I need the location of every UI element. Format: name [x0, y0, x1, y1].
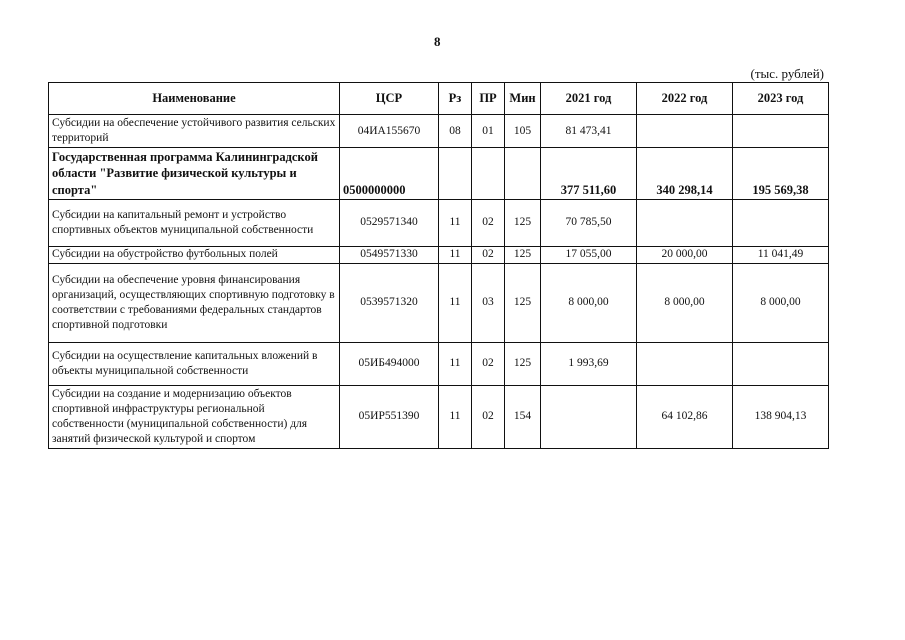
table-row — [49, 246, 829, 263]
row-2021: 17 055,00 — [541, 246, 637, 263]
header-rz: Рз — [439, 83, 472, 115]
table-row — [49, 385, 829, 448]
row-2022: 340 298,14 — [637, 148, 733, 200]
row-csr: 0549571330 — [340, 246, 439, 263]
budget-table — [48, 82, 829, 449]
row-2021: 1 993,69 — [541, 342, 637, 385]
row-pr — [472, 148, 505, 200]
row-csr: 0539571320 — [340, 263, 439, 342]
row-pr: 02 — [472, 246, 505, 263]
row-name: Субсидии на обеспечение уровня финансирования организаций, осуществляющих спортивную подготовку в соответствии с требованиями федеральных стандартов спортивной подготовки — [49, 263, 340, 342]
row-min: 154 — [505, 385, 541, 448]
row-csr: 0500000000 — [340, 148, 439, 200]
row-name: Субсидии на создание и модернизацию объектов спортивной инфраструктуры региональной собственности (муниципальной собственности) для занятий физической культурой и спортом — [49, 385, 340, 448]
header-2022: 2022 год — [637, 83, 733, 115]
row-rz: 11 — [439, 263, 472, 342]
row-2022 — [637, 199, 733, 246]
row-2023: 8 000,00 — [733, 263, 829, 342]
row-rz: 11 — [439, 342, 472, 385]
row-rz: 08 — [439, 115, 472, 148]
row-rz: 11 — [439, 199, 472, 246]
row-name: Государственная программа Калининградской области "Развитие физической культуры и спорта" — [49, 148, 340, 200]
header-2021: 2021 год — [541, 83, 637, 115]
row-rz — [439, 148, 472, 200]
row-pr: 02 — [472, 199, 505, 246]
table-row — [49, 148, 829, 200]
row-2021: 8 000,00 — [541, 263, 637, 342]
row-min: 105 — [505, 115, 541, 148]
row-pr: 02 — [472, 385, 505, 448]
table-row — [49, 199, 829, 246]
row-2021: 70 785,50 — [541, 199, 637, 246]
row-2022: 20 000,00 — [637, 246, 733, 263]
table-row — [49, 342, 829, 385]
row-2023 — [733, 115, 829, 148]
row-rz: 11 — [439, 385, 472, 448]
units-label: (тыс. рублей) — [750, 66, 824, 81]
row-csr: 05ИР551390 — [340, 385, 439, 448]
row-csr: 05ИБ494000 — [340, 342, 439, 385]
table-row — [49, 263, 829, 342]
row-2023: 11 041,49 — [733, 246, 829, 263]
header-csr: ЦСР — [340, 83, 439, 115]
header-min: Мин — [505, 83, 541, 115]
row-name: Субсидии на осуществление капитальных вложений в объекты муниципальной собственности — [49, 342, 340, 385]
row-min: 125 — [505, 199, 541, 246]
row-2023 — [733, 342, 829, 385]
row-min: 125 — [505, 263, 541, 342]
header-pr: ПР — [472, 83, 505, 115]
table-row — [49, 115, 829, 148]
table-header-row — [49, 83, 829, 115]
row-2023: 138 904,13 — [733, 385, 829, 448]
row-2022: 8 000,00 — [637, 263, 733, 342]
row-name: Субсидии на обеспечение устойчивого развития сельских территорий — [49, 115, 340, 148]
row-csr: 04ИА155670 — [340, 115, 439, 148]
page-number: 8 — [434, 34, 441, 49]
row-pr: 02 — [472, 342, 505, 385]
row-min — [505, 148, 541, 200]
row-2023 — [733, 199, 829, 246]
row-min: 125 — [505, 342, 541, 385]
row-2022 — [637, 342, 733, 385]
row-name: Субсидии на капитальный ремонт и устройство спортивных объектов муниципальной собственности — [49, 199, 340, 246]
row-min: 125 — [505, 246, 541, 263]
row-2022 — [637, 115, 733, 148]
row-2021: 81 473,41 — [541, 115, 637, 148]
row-pr: 03 — [472, 263, 505, 342]
row-2021: 377 511,60 — [541, 148, 637, 200]
header-2023: 2023 год — [733, 83, 829, 115]
row-rz: 11 — [439, 246, 472, 263]
row-2021 — [541, 385, 637, 448]
row-2023: 195 569,38 — [733, 148, 829, 200]
row-2022: 64 102,86 — [637, 385, 733, 448]
row-csr: 0529571340 — [340, 199, 439, 246]
row-name: Субсидии на обустройство футбольных полей — [49, 246, 340, 263]
row-pr: 01 — [472, 115, 505, 148]
header-name: Наименование — [49, 83, 340, 115]
